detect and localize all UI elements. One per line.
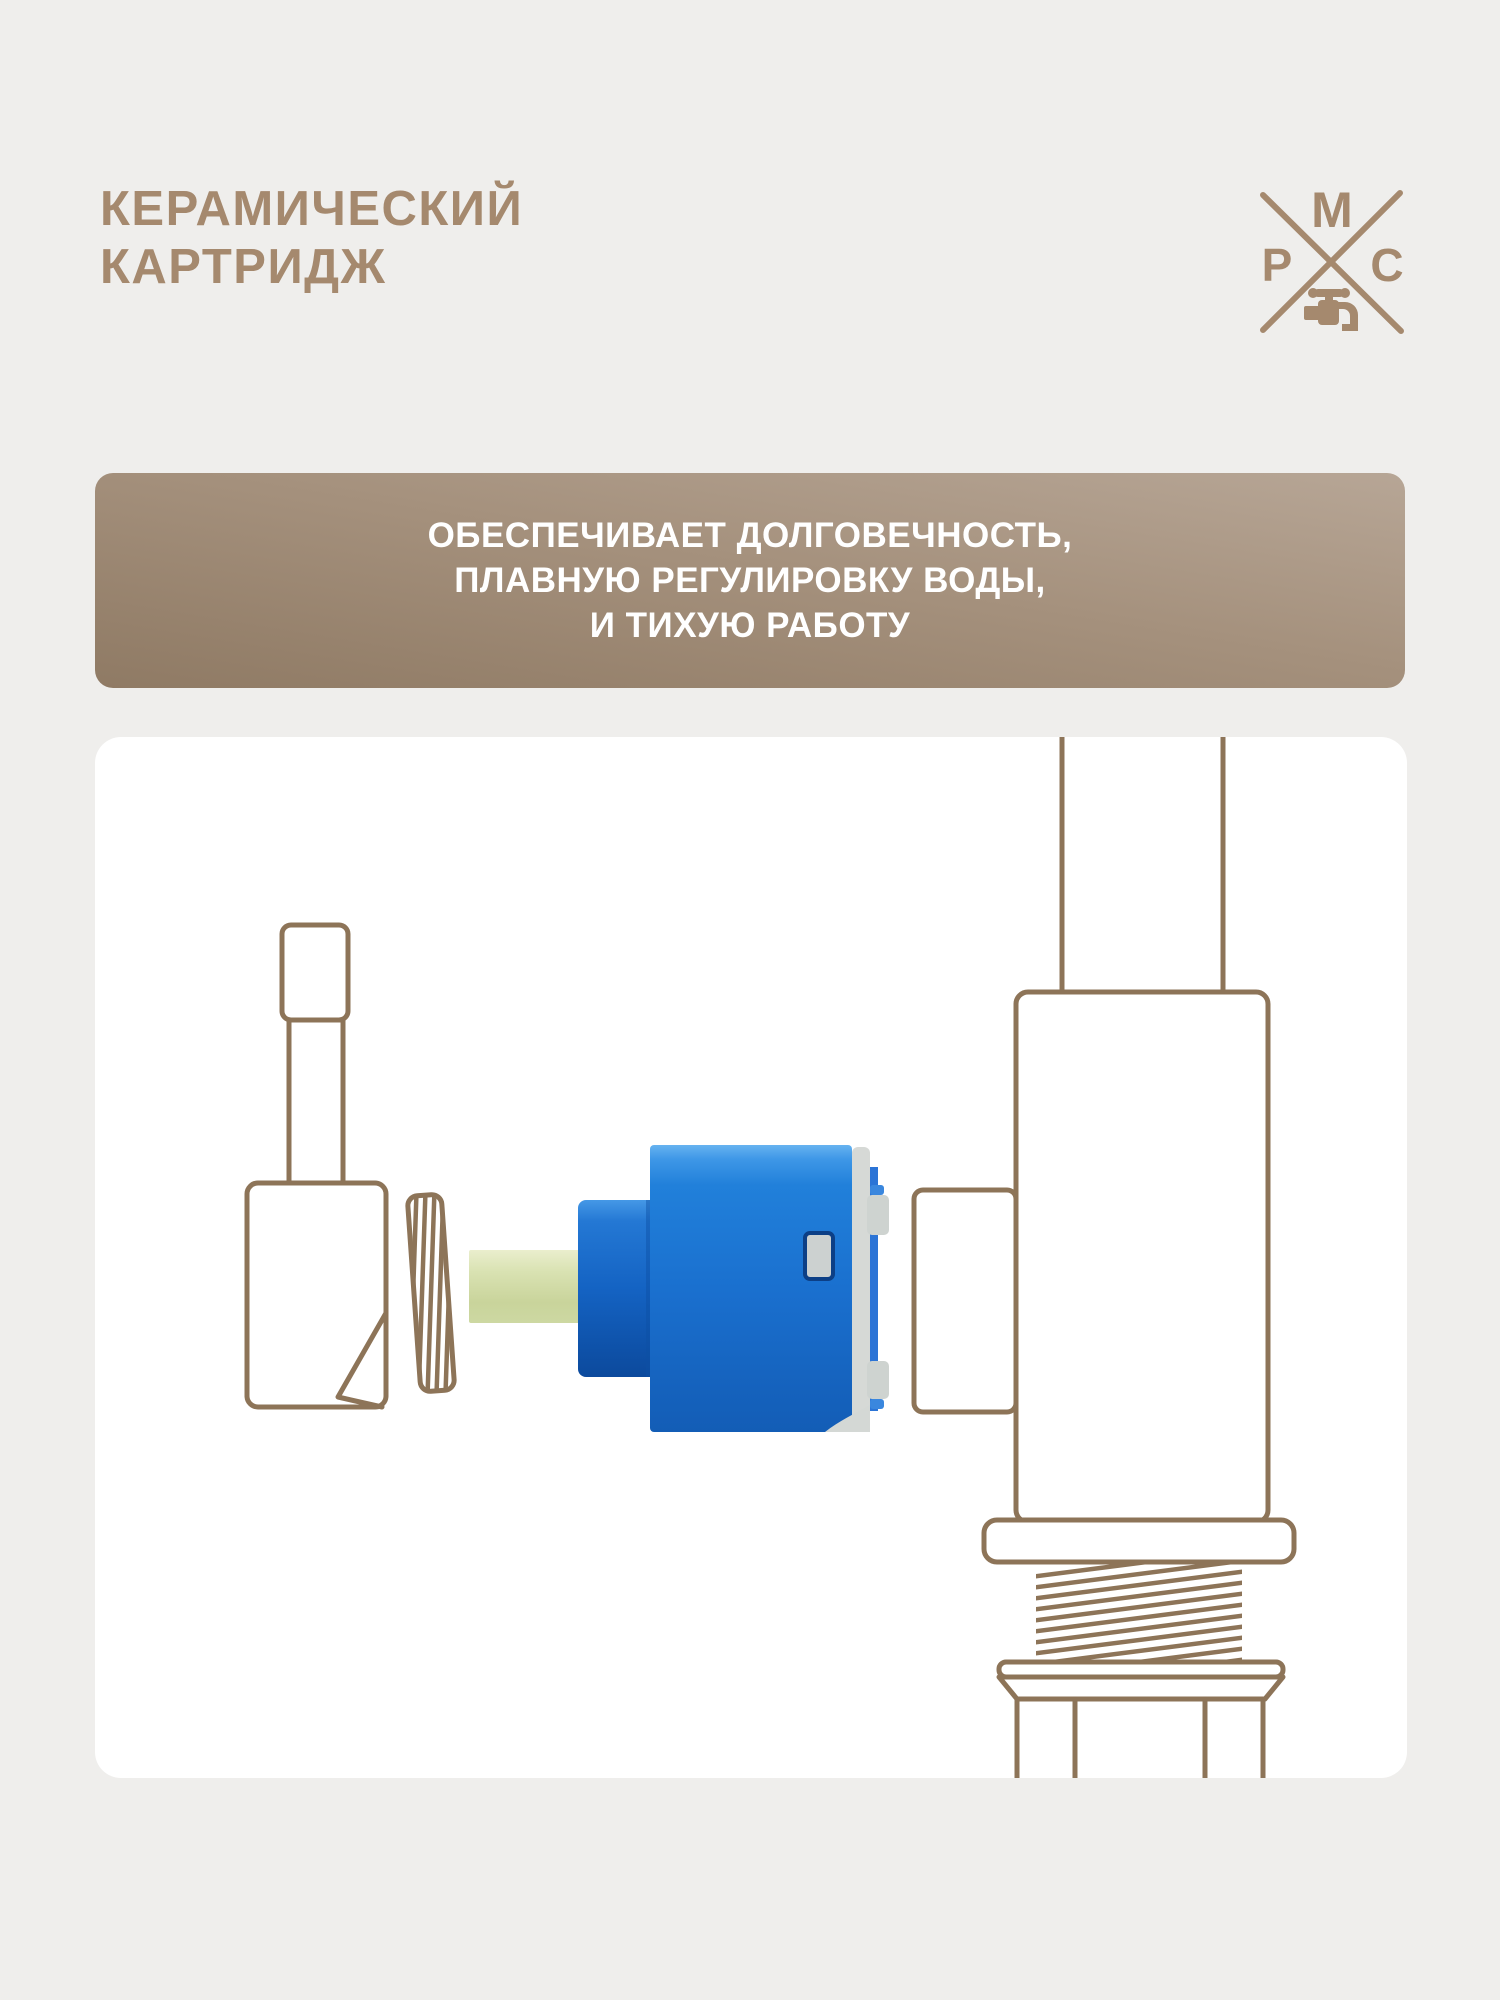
washer-skirt bbox=[999, 1677, 1283, 1699]
handle-stem bbox=[289, 1020, 343, 1183]
ceramic-cartridge bbox=[469, 1145, 889, 1432]
handle-body bbox=[247, 1183, 386, 1407]
cartridge-seat bbox=[914, 1190, 1016, 1412]
cartridge-main-body bbox=[650, 1145, 852, 1432]
faucet-body bbox=[1016, 992, 1268, 1522]
brand-logo bbox=[1256, 183, 1408, 341]
cartridge-clip bbox=[867, 1361, 889, 1399]
banner-line2: ПЛАВНУЮ РЕГУЛИРОВКУ ВОДЫ, bbox=[454, 561, 1046, 600]
handle-outline bbox=[247, 925, 386, 1407]
cartridge-blue-tab bbox=[870, 1185, 884, 1195]
cartridge-clip bbox=[867, 1195, 889, 1235]
banner-line3: И ТИХУЮ РАБОТУ bbox=[589, 606, 911, 645]
diagram-card bbox=[95, 737, 1407, 1778]
page-title-line1: КЕРАМИЧЕСКИЙ bbox=[100, 182, 524, 236]
faucet-exploded-diagram bbox=[95, 737, 1407, 1778]
handle-top bbox=[282, 925, 348, 1020]
benefits-banner bbox=[95, 473, 1405, 688]
logo-letter-m: М bbox=[1311, 183, 1353, 238]
banner-line1: ОБЕСПЕЧИВАЕТ ДОЛГОВЕЧНОСТЬ, bbox=[427, 516, 1073, 555]
logo-letter-r: Р bbox=[1261, 239, 1293, 291]
page-title-line2: КАРТРИДЖ bbox=[100, 240, 387, 294]
cartridge-blue-tab bbox=[870, 1399, 884, 1409]
mounting-flange bbox=[984, 1520, 1294, 1562]
faucet-icon bbox=[1304, 288, 1358, 331]
faucet-body-outline bbox=[914, 737, 1294, 1778]
page-title bbox=[100, 180, 523, 296]
cartridge-stem bbox=[469, 1250, 581, 1323]
cartridge-notch bbox=[805, 1233, 833, 1279]
screw-cap-disc bbox=[396, 1193, 475, 1393]
washer bbox=[999, 1662, 1283, 1677]
logo-letter-s: С bbox=[1370, 239, 1404, 291]
cartridge-front-section bbox=[578, 1200, 652, 1377]
